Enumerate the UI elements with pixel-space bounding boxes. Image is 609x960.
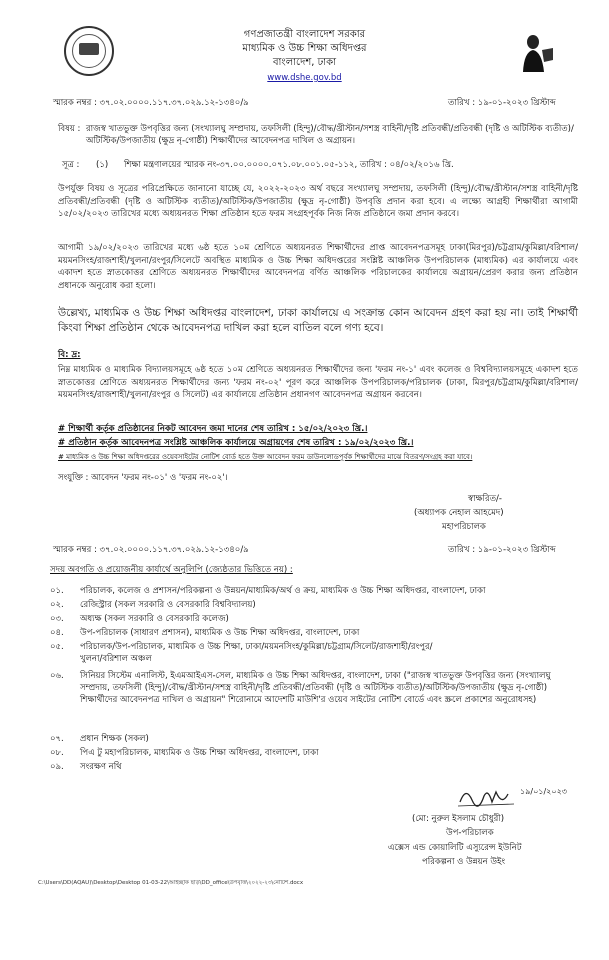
- nb-text: নিম্ন মাধ্যমিক ও মাধ্যমিক বিদ্যালয়সমূহে ৬ষ্ঠ হতে ১০ম শ্রেণিতে অধ্যয়নরত শিক্ষার্থীদের জন্য 'ফরম নং-১' এবং কলেজ ও বিশ্ববিদ্যালয়সমূহে একাদশ হতে স্নাতকোত্তর শ্রেণিতে অধ্যয়নরত শিক্ষার্থীদের জন্য 'ফরম নং-০২' পূরণ করে আঞ্চলিক উপপরিচালক/পরিচালক (ঢাকা, মিরপুর/চট্টগ্রাম/কুমিল্লা/বরিশাল/ময়মনসিংহ/রাজশাহী/খুলনা/রংপুর ও সিলেট) এর কার্যালয়ে প্রতিষ্ঠান প্রধানগণ আবেদনপত্র অগ্রায়ন করবেন।: [58, 365, 578, 401]
- subject-label: বিষয় :: [58, 124, 81, 134]
- signature-date: ১৯/০১/২০২৩: [520, 787, 567, 796]
- reference-label: সূত্র :: [62, 160, 80, 170]
- reference-text: শিক্ষা মন্ত্রণালয়ের স্মারক নং-৩৭.০০.০০০০.০৭১.০৮.০০১.০৫-১১২, তারিখ : ০৪/০২/২০১৬ খ্রি.: [124, 160, 454, 170]
- subject-text: রাজস্ব খাতভুক্ত উপবৃত্তির জন্য (সংখ্যালঘু সম্প্রদায়, তফসিলী (হিন্দু)/বৌদ্ধ/খ্রীস্টান/সশস্ত্র বাহিনী/দৃষ্টি প্রতিবন্ধী/প্রতিবন্ধী (দৃষ্টি ও অটিস্টিক ব্যতীত)/অটিস্টিক/উপজাতীয় (ক্ষুদ্র নৃ-গোষ্ঠী) শিক্ষার্থীদের আবেদনপত্র দাখিল ও অগ্রায়ন।: [86, 124, 574, 146]
- memo-number-copy: স্মারক নম্বর : ৩৭.০২.০০০০.১১৭.৩৭.০২৯.১২-১৩৪০/৯: [53, 545, 249, 555]
- attachment-note: সংযুক্তি : আবেদন 'ফরম নং-০১' ও 'ফরম নং-০২'।: [58, 473, 228, 483]
- notice-download-form: # মাধ্যমিক ও উচ্চ শিক্ষা অধিদপ্তরের ওয়েবসাইটের নোটিশ বোর্ড হতে উক্ত আবেদন ফরম ডাউনলোডপূর্বক শিক্ষার্থীদের মাঝে বিতরণ/সংগ্রহ করা যাবে।: [58, 453, 473, 461]
- paragraph-3: উল্লেখ্য, মাধ্যমিক ও উচ্চ শিক্ষা অধিদপ্তর বাংলাদেশ, ঢাকা কার্যালয়ে এ সংক্রান্ত কোন আবেদন গ্রহণ করা হয় না। তাই শিক্ষার্থী কিংবা শিক্ষা প্রতিষ্ঠান থেকে আবেদনপত্র দাখিল করা হলে বাতিল বলে গণ্য হবে।: [58, 307, 578, 334]
- signatory2-unit: এক্সেস এন্ড কোয়ালিটি এস্যুরেন্স ইউনিট: [388, 843, 522, 853]
- memo-number: স্মারক নম্বর : ৩৭.০২.০০০০.১১৭.৩৭.০২৯.১২-১৩৪০/৯: [53, 98, 249, 108]
- location-title: বাংলাদেশ, ঢাকা: [272, 57, 337, 68]
- paragraph-2: আগামী ১৯/০২/২০২৩ তারিখের মধ্যে ৬ষ্ঠ হতে ১০ম শ্রেণিতে অধ্যয়নরত শিক্ষার্থীদের প্রাপ্ত আবেদনপত্রসমূহ ঢাকা(মিরপুর)/চট্টগ্রাম/কুমিল্লা/বরিশাল/ময়মনসিংহ/রাজশাহী/খুলনা/রংপুর/সিলেটে অবস্থিত মাধ্যমিক ও উচ্চ শিক্ষা অধিদপ্তরের সংশ্লিষ্ট আঞ্চলিক উপপরিচালক (মাধ্যমিক) এর কার্যালয়ে এবং একাদশ হতে স্নাতকোত্তর শ্রেণিতে অধ্যয়নরত শিক্ষার্থীদের আবেদনপত্র বর্ণিত আঞ্চলিক পরিচালকের কার্যালয়ে অগ্রায়ন/প্রেরণ করার জন্য প্রতিষ্ঠান প্রধানকে অনুরোধ করা হলো।: [58, 243, 578, 291]
- signatory2-wing: পরিকল্পনা ও উন্নয়ন উইং: [422, 857, 506, 867]
- signed-mark: স্বাক্ষরিত/-: [468, 494, 502, 504]
- gov-title: গণপ্রজাতন্ত্রী বাংলাদেশ সরকার: [243, 29, 366, 40]
- signatory-name: (অধ্যাপক নেহাল আহমেদ): [414, 508, 504, 518]
- website-link[interactable]: www.dshe.gov.bd: [267, 73, 342, 83]
- file-path-footer: C:\Users\DD(AQAU)\Desktop\Desktop 01-03-22\আইচ্ছাক ছাড়\DD_office\উপবৃত্তি\২০২২-২৩\নোটিশ.docx: [38, 880, 304, 886]
- memo-date-copy: তারিখ : ১৯-০১-২০২৩ খ্রিস্টাব্দ: [448, 545, 556, 555]
- signatory-title: মহাপরিচালক: [442, 522, 486, 532]
- reference-number: (১): [96, 160, 109, 170]
- paragraph-1: উপর্যুক্ত বিষয় ও সূত্রের পরিপ্রেক্ষিতে জানানো যাচ্ছে যে, ২০২২-২০২৩ অর্থ বছরে সংখ্যালঘু সম্প্রদায়, তফসিলী (হিন্দু)/বৌদ্ধ/খ্রীস্টান/সশস্ত্র বাহিনী/দৃষ্টি প্রতিবন্ধী/প্রতিবন্ধী (দৃষ্টি ও অটিস্টিক ব্যতীত)/অটিস্টিক/উপজাতীয় (ক্ষুদ্র নৃ-গোষ্ঠী) উপবৃত্তি প্রদান করা হবে। এ লক্ষ্যে আগ্রহী শিক্ষার্থীরা আগামী ১৫/০২/২০২৩ তারিখের মধ্যে অধ্যয়নরত শিক্ষা প্রতিষ্ঠান হতে ফরম সংগ্রহপূর্বক নিজ নিজ প্রতিষ্ঠানে জমা প্রদান করবে।: [58, 184, 578, 220]
- nb-label: বি: দ্র:: [58, 350, 81, 360]
- notice-deadline-institution: # প্রতিষ্ঠান কর্তৃক আবেদনপত্র সংশ্লিষ্ট আঞ্চলিক কার্যালয়ে অগ্রায়ণের শেষ তারিখ : ১৯/০২/২০২৩ খ্রি.।: [58, 438, 414, 448]
- portrait-emblem: [520, 32, 554, 72]
- signatory2-name: (মো: নুরুল ইসলাম চৌধুরী): [412, 814, 505, 824]
- notice-deadline-student: # শিক্ষার্থী কর্তৃক প্রতিষ্ঠানের নিকট আবেদন জমা দানের শেষ তারিখ : ১৫/০২/২০২৩ খ্রি.।: [58, 424, 368, 434]
- directorate-title: মাধ্যমিক ও উচ্চ শিক্ষা অধিদপ্তর: [242, 43, 367, 54]
- signatory2-title: উপ-পরিচালক: [446, 828, 494, 838]
- distribution-heading: সদয় অবগতি ও প্রয়োজনীয় কার্যার্থে অনুলিপি (জ্যেষ্ঠতার ভিত্তিতে নয়) :: [50, 565, 293, 575]
- memo-date: তারিখ : ১৯-০১-২০২৩ খ্রিস্টাব্দ: [448, 98, 556, 108]
